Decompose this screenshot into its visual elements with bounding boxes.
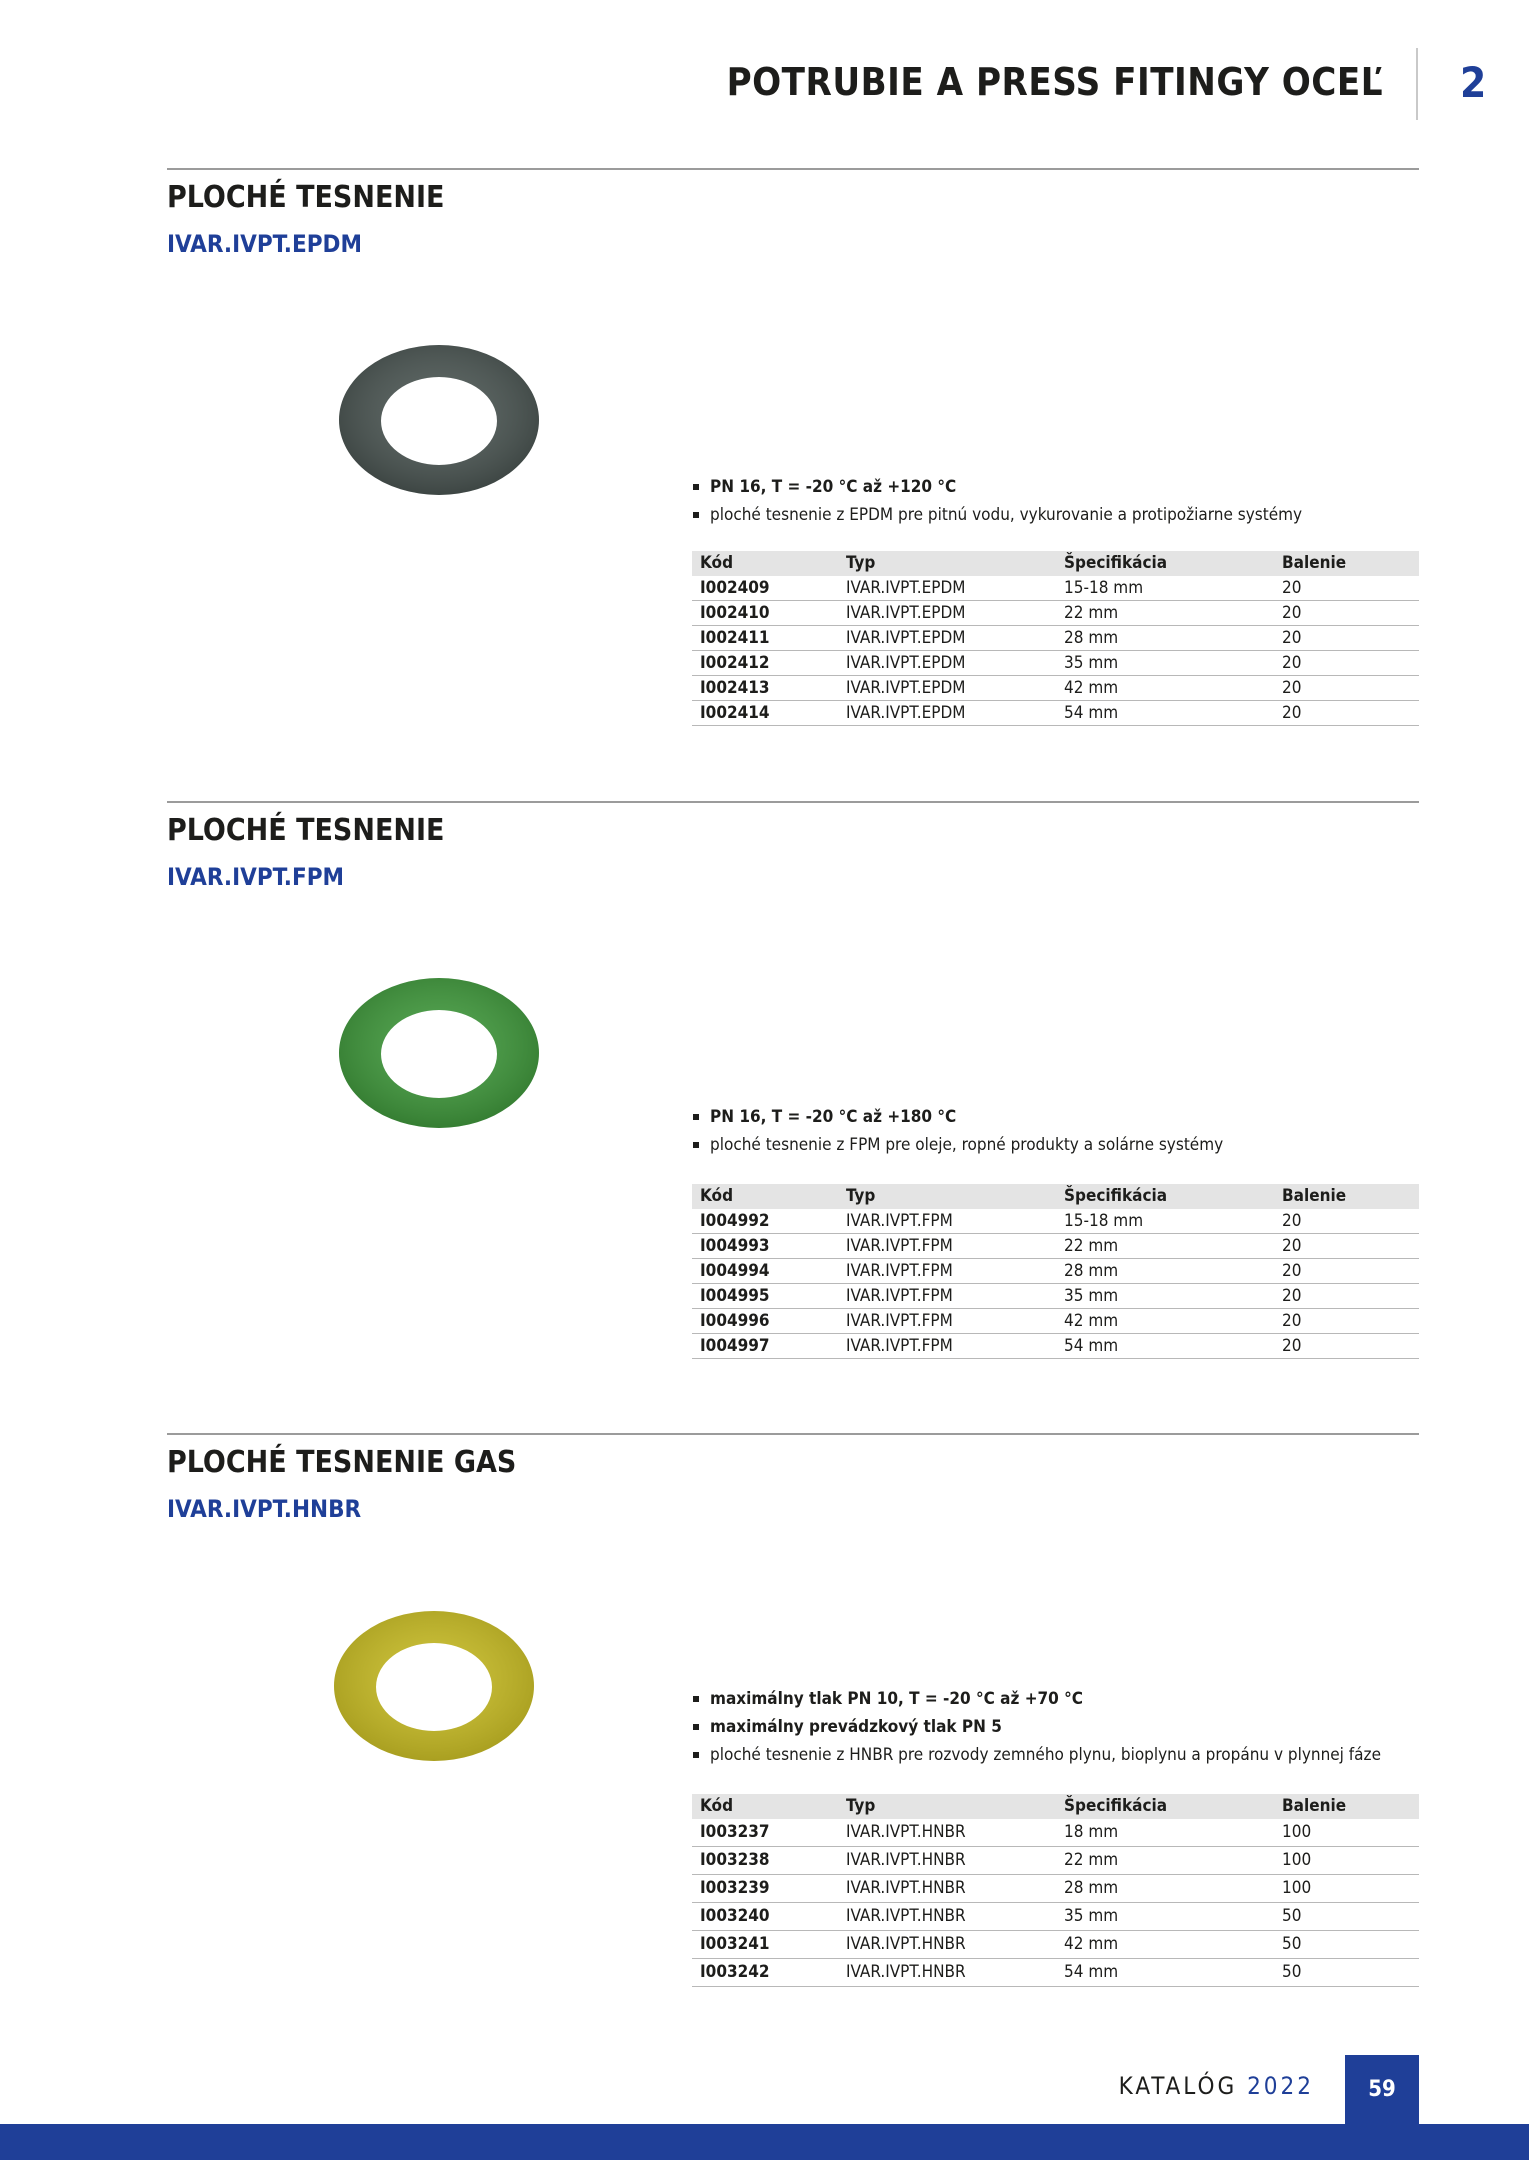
- cell-code: I002413: [692, 676, 838, 701]
- cell-type: IVAR.IVPT.HNBR: [838, 1847, 1056, 1875]
- table-row: [692, 1931, 1419, 1959]
- cell-code: I004994: [692, 1259, 838, 1284]
- cell-spec: 28 mm: [1056, 1875, 1274, 1903]
- spec-table: [692, 551, 1419, 726]
- table-row: [692, 576, 1419, 601]
- cell-type: IVAR.IVPT.HNBR: [838, 1903, 1056, 1931]
- table-row: [692, 1875, 1419, 1903]
- cell-type: IVAR.IVPT.FPM: [838, 1234, 1056, 1259]
- cell-code: I002412: [692, 651, 838, 676]
- cell-spec: 15-18 mm: [1056, 576, 1274, 601]
- spec-table: [692, 1184, 1419, 1359]
- cell-type: IVAR.IVPT.HNBR: [838, 1819, 1056, 1847]
- column-header-pack: Balenie: [1274, 551, 1419, 576]
- page-number: 59: [1345, 2055, 1419, 2125]
- catalog-year: 2022: [1247, 2072, 1314, 2100]
- table-row: [692, 626, 1419, 651]
- column-header-spec: Špecifikácia: [1056, 551, 1274, 576]
- cell-pack: 20: [1274, 1334, 1419, 1359]
- cell-code: I003242: [692, 1959, 838, 1987]
- section-title: PLOCHÉ TESNENIE: [167, 180, 445, 215]
- column-header-pack: Balenie: [1274, 1794, 1419, 1819]
- cell-type: IVAR.IVPT.HNBR: [838, 1931, 1056, 1959]
- chapter-number: 2: [1460, 58, 1487, 107]
- cell-code: I004993: [692, 1234, 838, 1259]
- table-row: [692, 676, 1419, 701]
- cell-type: IVAR.IVPT.FPM: [838, 1209, 1056, 1234]
- cell-pack: 100: [1274, 1819, 1419, 1847]
- column-header-type: Typ: [838, 1184, 1056, 1209]
- cell-code: I003240: [692, 1903, 838, 1931]
- table-row: [692, 1334, 1419, 1359]
- gasket-image: [332, 1606, 537, 1766]
- table-row: [692, 601, 1419, 626]
- cell-pack: 20: [1274, 1259, 1419, 1284]
- cell-type: IVAR.IVPT.FPM: [838, 1334, 1056, 1359]
- table-row: [692, 1259, 1419, 1284]
- cell-type: IVAR.IVPT.EPDM: [838, 701, 1056, 726]
- cell-pack: 20: [1274, 701, 1419, 726]
- cell-type: IVAR.IVPT.EPDM: [838, 626, 1056, 651]
- feature-item: PN 16, T = -20 °C až +180 °C: [692, 1103, 1223, 1131]
- cell-pack: 20: [1274, 601, 1419, 626]
- feature-item: ploché tesnenie z FPM pre oleje, ropné produkty a solárne systémy: [692, 1131, 1223, 1159]
- page-header-title: POTRUBIE A PRESS FITINGY OCEĽ: [726, 60, 1383, 104]
- table-header-row: [692, 551, 1419, 576]
- cell-pack: 20: [1274, 1309, 1419, 1334]
- cell-spec: 54 mm: [1056, 1959, 1274, 1987]
- section-divider: [167, 168, 1419, 170]
- cell-type: IVAR.IVPT.HNBR: [838, 1959, 1056, 1987]
- table-row: [692, 1309, 1419, 1334]
- cell-spec: 54 mm: [1056, 1334, 1274, 1359]
- cell-pack: 20: [1274, 1284, 1419, 1309]
- cell-pack: 50: [1274, 1903, 1419, 1931]
- cell-code: I003239: [692, 1875, 838, 1903]
- feature-list: [692, 1103, 1223, 1159]
- table-row: [692, 1284, 1419, 1309]
- catalog-text: KATALÓG: [1118, 2072, 1238, 2100]
- cell-code: I003237: [692, 1819, 838, 1847]
- cell-type: IVAR.IVPT.FPM: [838, 1284, 1056, 1309]
- cell-type: IVAR.IVPT.EPDM: [838, 676, 1056, 701]
- column-header-code: Kód: [692, 1184, 838, 1209]
- cell-spec: 54 mm: [1056, 701, 1274, 726]
- gasket-image: [337, 340, 542, 500]
- table-header-row: [692, 1794, 1419, 1819]
- table-row: [692, 1209, 1419, 1234]
- column-header-spec: Špecifikácia: [1056, 1794, 1274, 1819]
- cell-type: IVAR.IVPT.FPM: [838, 1259, 1056, 1284]
- cell-code: I002414: [692, 701, 838, 726]
- cell-type: IVAR.IVPT.EPDM: [838, 576, 1056, 601]
- spec-table: [692, 1794, 1419, 1987]
- product-section-fpm: [167, 801, 1419, 1361]
- table-row: [692, 1959, 1419, 1987]
- column-header-code: Kód: [692, 551, 838, 576]
- feature-item: maximálny prevádzkový tlak PN 5: [692, 1713, 1381, 1741]
- cell-code: I004992: [692, 1209, 838, 1234]
- section-subtitle: IVAR.IVPT.EPDM: [167, 230, 362, 258]
- cell-code: I003241: [692, 1931, 838, 1959]
- cell-pack: 50: [1274, 1931, 1419, 1959]
- section-title: PLOCHÉ TESNENIE: [167, 813, 445, 848]
- column-header-spec: Špecifikácia: [1056, 1184, 1274, 1209]
- product-section-hnbr: [167, 1433, 1419, 2013]
- column-header-type: Typ: [838, 1794, 1056, 1819]
- header-divider: [1416, 48, 1418, 120]
- cell-code: I004997: [692, 1334, 838, 1359]
- cell-type: IVAR.IVPT.FPM: [838, 1309, 1056, 1334]
- cell-code: I004996: [692, 1309, 838, 1334]
- cell-pack: 20: [1274, 576, 1419, 601]
- gasket-image: [337, 973, 542, 1133]
- table-row: [692, 1903, 1419, 1931]
- cell-type: IVAR.IVPT.EPDM: [838, 601, 1056, 626]
- cell-code: I004995: [692, 1284, 838, 1309]
- section-divider: [167, 801, 1419, 803]
- cell-spec: 22 mm: [1056, 601, 1274, 626]
- column-header-code: Kód: [692, 1794, 838, 1819]
- cell-code: I003238: [692, 1847, 838, 1875]
- footer-band: [0, 2124, 1529, 2160]
- cell-spec: 42 mm: [1056, 1931, 1274, 1959]
- cell-spec: 35 mm: [1056, 1284, 1274, 1309]
- cell-pack: 20: [1274, 651, 1419, 676]
- cell-spec: 35 mm: [1056, 651, 1274, 676]
- feature-item: PN 16, T = -20 °C až +120 °C: [692, 473, 1302, 501]
- table-header-row: [692, 1184, 1419, 1209]
- section-divider: [167, 1433, 1419, 1435]
- cell-pack: 100: [1274, 1847, 1419, 1875]
- table-row: [692, 1847, 1419, 1875]
- table-row: [692, 651, 1419, 676]
- cell-type: IVAR.IVPT.EPDM: [838, 651, 1056, 676]
- cell-code: I002410: [692, 601, 838, 626]
- cell-spec: 18 mm: [1056, 1819, 1274, 1847]
- cell-spec: 22 mm: [1056, 1847, 1274, 1875]
- cell-pack: 20: [1274, 1209, 1419, 1234]
- section-subtitle: IVAR.IVPT.HNBR: [167, 1495, 362, 1523]
- cell-pack: 20: [1274, 626, 1419, 651]
- table-row: [692, 1234, 1419, 1259]
- column-header-type: Typ: [838, 551, 1056, 576]
- cell-spec: 35 mm: [1056, 1903, 1274, 1931]
- feature-list: [692, 473, 1302, 529]
- cell-code: I002411: [692, 626, 838, 651]
- product-section-epdm: [167, 168, 1419, 728]
- cell-spec: 22 mm: [1056, 1234, 1274, 1259]
- cell-spec: 42 mm: [1056, 676, 1274, 701]
- cell-pack: 20: [1274, 676, 1419, 701]
- feature-item: ploché tesnenie z EPDM pre pitnú vodu, vykurovanie a protipožiarne systémy: [692, 501, 1302, 529]
- feature-list: [692, 1685, 1381, 1769]
- cell-pack: 20: [1274, 1234, 1419, 1259]
- table-row: [692, 701, 1419, 726]
- catalog-label: [1119, 2072, 1314, 2100]
- cell-spec: 15-18 mm: [1056, 1209, 1274, 1234]
- table-row: [692, 1819, 1419, 1847]
- cell-spec: 28 mm: [1056, 1259, 1274, 1284]
- column-header-pack: Balenie: [1274, 1184, 1419, 1209]
- cell-code: I002409: [692, 576, 838, 601]
- section-title: PLOCHÉ TESNENIE GAS: [167, 1445, 517, 1480]
- cell-spec: 28 mm: [1056, 626, 1274, 651]
- cell-type: IVAR.IVPT.HNBR: [838, 1875, 1056, 1903]
- feature-item: ploché tesnenie z HNBR pre rozvody zemného plynu, bioplynu a propánu v plynnej fáze: [692, 1741, 1381, 1769]
- cell-pack: 50: [1274, 1959, 1419, 1987]
- cell-spec: 42 mm: [1056, 1309, 1274, 1334]
- cell-pack: 100: [1274, 1875, 1419, 1903]
- section-subtitle: IVAR.IVPT.FPM: [167, 863, 345, 891]
- feature-item: maximálny tlak PN 10, T = -20 °C až +70 °C: [692, 1685, 1381, 1713]
